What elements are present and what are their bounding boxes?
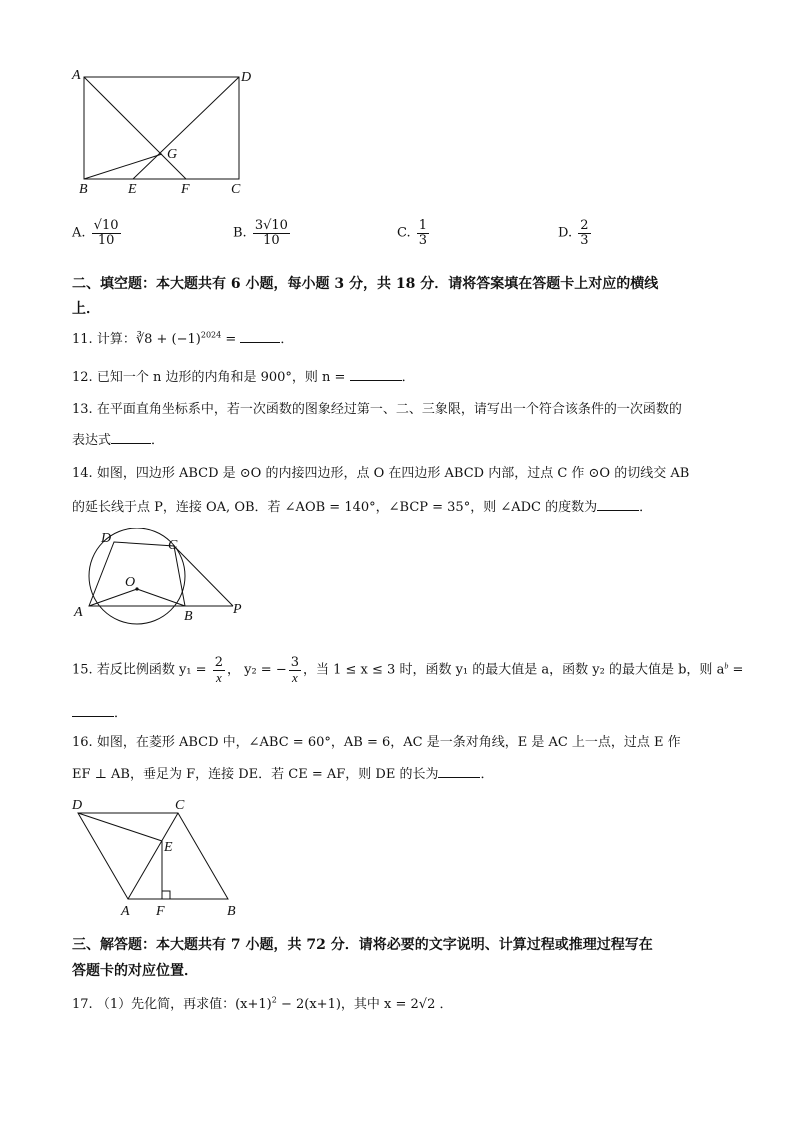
section-2-heading-line1: 二、填空题：本大题共有 6 小题，每小题 3 分，共 18 分．请将答案填在答题卡上对应的横线 bbox=[72, 276, 659, 292]
question-13-line1 bbox=[72, 398, 682, 417]
diagonal-ac bbox=[128, 813, 178, 899]
q14-text-line2: 的延长线于点 P，连接 OA, OB．若 ∠AOB = 140°，∠BCP = 35°，则 ∠ADC 的度数为 bbox=[72, 500, 598, 515]
option-d-label: D. bbox=[558, 225, 573, 241]
label-e: E bbox=[128, 182, 137, 197]
q17-rest: − 2(x+1)，其中 x = 2√2 ． bbox=[276, 997, 453, 1012]
label-a: A bbox=[121, 904, 130, 919]
label-c: C bbox=[231, 182, 241, 197]
q14-number: 14. bbox=[72, 466, 93, 481]
q17-number: 17. bbox=[72, 997, 93, 1012]
question-13-line2 bbox=[72, 429, 164, 448]
question-16-line2 bbox=[72, 763, 493, 782]
q14-end: ． bbox=[639, 500, 653, 515]
label-b: B bbox=[79, 182, 88, 197]
option-a bbox=[72, 219, 123, 247]
label-d: D bbox=[72, 798, 83, 813]
label-f: F bbox=[156, 904, 165, 919]
segment-de bbox=[133, 77, 239, 179]
option-a-fraction: $\frac{√10}{10}$ bbox=[93, 218, 119, 248]
right-angle-mark bbox=[162, 891, 170, 899]
option-b-fraction: $\frac{3√10}{10}$ bbox=[254, 218, 288, 248]
segment-bg bbox=[84, 154, 162, 179]
figure-circle bbox=[68, 528, 258, 628]
q15-equals: = bbox=[728, 662, 744, 678]
q12-answer-blank[interactable] bbox=[350, 368, 402, 381]
label-f: F bbox=[181, 182, 190, 197]
option-c-label: C. bbox=[397, 225, 411, 241]
q12-text: 已知一个 n 边形的内角和是 900°，则 n = bbox=[96, 370, 350, 385]
label-a: A bbox=[72, 68, 81, 83]
question-12 bbox=[72, 366, 415, 385]
q15-answer-blank[interactable] bbox=[72, 704, 114, 717]
q11-equals: = bbox=[221, 332, 241, 347]
section-3-heading-line1: 三、解答题：本大题共有 7 小题，共 72 分．请将必要的文字说明、计算过程或推理过程写在 bbox=[72, 937, 653, 953]
q13-text-line2: 表达式 bbox=[72, 433, 112, 448]
rectangle-abcd bbox=[84, 77, 239, 179]
option-c bbox=[397, 219, 431, 247]
q16-answer-blank[interactable] bbox=[438, 765, 480, 778]
q15-prefix: 若反比例函数 y₁ = bbox=[96, 662, 211, 678]
segment-ob bbox=[137, 589, 185, 606]
q13-text-line1: 在平面直角坐标系中，若一次函数的图象经过第一、二、三象限，请写出一个符合该条件的一次函数的 bbox=[96, 402, 682, 417]
label-o: O bbox=[125, 575, 136, 590]
question-16-line1 bbox=[72, 731, 681, 750]
label-c: C bbox=[168, 538, 178, 553]
q15-exponent: b bbox=[724, 661, 729, 671]
q11-prefix: 计算： bbox=[96, 332, 136, 347]
center-point-o bbox=[135, 587, 138, 590]
label-c: C bbox=[175, 798, 185, 813]
q17-expression: (x+1) bbox=[235, 997, 272, 1012]
question-14-line2 bbox=[72, 496, 652, 515]
question-17 bbox=[72, 993, 453, 1012]
q15-number: 15. bbox=[72, 662, 93, 678]
q16-text-line1: 如图，在菱形 ABCD 中，∠ABC = 60°，AB = 6，AC 是一条对角线，E 是 AC 上一点，过点 E 作 bbox=[96, 735, 681, 750]
q15-post: ，当 1 ≤ x ≤ 3 时，函数 y₁ 的最大值是 a，函数 y₂ 的最大值是 b，则 a bbox=[303, 662, 725, 678]
label-d: D bbox=[241, 70, 252, 85]
q15-fraction-1: $\frac{2}{x}$ bbox=[214, 655, 223, 685]
q11-expression: ∛8 + (−1) bbox=[135, 332, 201, 347]
q13-number: 13. bbox=[72, 402, 93, 417]
option-b-label: B. bbox=[233, 225, 247, 241]
option-c-fraction: $\frac{1}{3}$ bbox=[418, 218, 428, 248]
label-b: B bbox=[227, 904, 236, 919]
label-g: G bbox=[167, 147, 178, 162]
section-2-heading-line2: 上． bbox=[72, 301, 100, 317]
q14-answer-blank[interactable] bbox=[597, 498, 639, 511]
figure-rectangle bbox=[68, 65, 268, 200]
q12-end: ． bbox=[401, 370, 415, 385]
question-14-line1 bbox=[72, 462, 689, 481]
figure-rhombus bbox=[68, 795, 248, 920]
option-b bbox=[233, 219, 292, 247]
q15-end: ． bbox=[114, 706, 128, 721]
q13-end: ． bbox=[151, 433, 165, 448]
q16-number: 16. bbox=[72, 735, 93, 750]
q14-text-line1: 如图，四边形 ABCD 是 ⊙O 的内接四边形，点 O 在四边形 ABCD 内部，过点 C 作 ⊙O 的切线交 AB bbox=[96, 466, 690, 481]
q15-mid: ， y₂ = − bbox=[226, 662, 287, 678]
label-d: D bbox=[101, 531, 112, 546]
label-p: P bbox=[233, 602, 242, 617]
q17-text: （1）先化简，再求值： bbox=[96, 997, 236, 1012]
q11-number: 11. bbox=[72, 332, 93, 347]
option-d-fraction: $\frac{2}{3}$ bbox=[580, 218, 589, 248]
label-b: B bbox=[184, 609, 193, 624]
option-a-label: A. bbox=[72, 225, 86, 241]
q17-exponent: 2 bbox=[271, 995, 277, 1005]
q11-end: ． bbox=[280, 332, 294, 347]
label-a: A bbox=[74, 605, 83, 620]
q13-answer-blank[interactable] bbox=[111, 431, 151, 444]
label-e: E bbox=[164, 840, 173, 855]
q15-fraction-2: $\frac{3}{x}$ bbox=[290, 655, 299, 685]
question-15 bbox=[72, 656, 743, 684]
q16-end: ． bbox=[480, 767, 494, 782]
q16-text-line2: EF ⊥ AB，垂足为 F，连接 DE．若 CE = AF，则 DE 的长为 bbox=[72, 767, 439, 782]
q11-answer-blank[interactable] bbox=[240, 330, 280, 343]
segment-oa bbox=[89, 589, 137, 606]
segment-de bbox=[78, 813, 162, 841]
question-15-line2 bbox=[72, 702, 127, 721]
section-3-heading-line2: 答题卡的对应位置． bbox=[72, 963, 198, 979]
segment-af bbox=[84, 77, 186, 179]
question-11 bbox=[72, 328, 293, 347]
option-d bbox=[558, 219, 593, 247]
q11-exponent: 2024 bbox=[200, 330, 222, 340]
q12-number: 12. bbox=[72, 370, 93, 385]
